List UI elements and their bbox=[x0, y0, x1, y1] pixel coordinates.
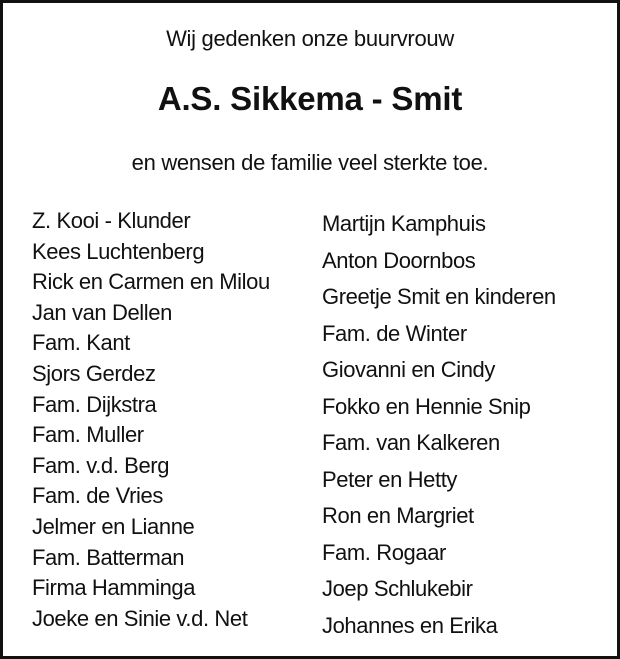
signatory: Peter en Hetty bbox=[322, 466, 458, 492]
signatory: Anton Doornbos bbox=[322, 247, 476, 273]
signatory: Kees Luchtenberg bbox=[32, 238, 205, 264]
signatory: Fam. Kant bbox=[32, 330, 130, 356]
signatory: Fam. Rogaar bbox=[322, 539, 446, 565]
signatory: Fokko en Hennie Snip bbox=[322, 393, 531, 419]
signatory: Ron en Margriet bbox=[322, 503, 474, 528]
intro-line: Wij gedenken onze buurvrouw bbox=[166, 26, 454, 51]
signatory: Joep Schlukebir bbox=[322, 576, 473, 601]
condolence-line: en wensen de familie veel sterkte toe. bbox=[131, 150, 489, 175]
deceased-name: A.S. Sikkema - Smit bbox=[157, 80, 463, 117]
signatory: Martijn Kamphuis bbox=[322, 211, 486, 236]
signatory: Giovanni en Cindy bbox=[322, 357, 495, 382]
signatory: Jan van Dellen bbox=[32, 299, 172, 325]
signatory: Fam. Batterman bbox=[32, 544, 185, 570]
signatory: Johannes en Erika bbox=[322, 612, 498, 638]
signatories-left-column bbox=[32, 206, 270, 634]
signatory: Rick en Carmen en Milou bbox=[32, 269, 270, 295]
signatory: Jelmer en Lianne bbox=[32, 513, 195, 539]
signatory: Fam. v.d. Berg bbox=[32, 452, 170, 478]
signatory: Fam. de Winter bbox=[322, 320, 467, 346]
signatory: Fam. de Vries bbox=[32, 483, 163, 509]
signatories-right-column bbox=[322, 206, 556, 644]
signatory: Fam. Muller bbox=[32, 422, 144, 448]
signatory: Sjors Gerdez bbox=[32, 360, 156, 386]
signatory: Z. Kooi - Klunder bbox=[32, 208, 191, 233]
signatory: Firma Hamminga bbox=[32, 575, 196, 601]
signatory: Fam. Dijkstra bbox=[32, 391, 157, 417]
signatory: Fam. van Kalkeren bbox=[322, 430, 500, 455]
signatory: Joeke en Sinie v.d. Net bbox=[32, 605, 248, 631]
signatory: Greetje Smit en kinderen bbox=[322, 284, 556, 309]
